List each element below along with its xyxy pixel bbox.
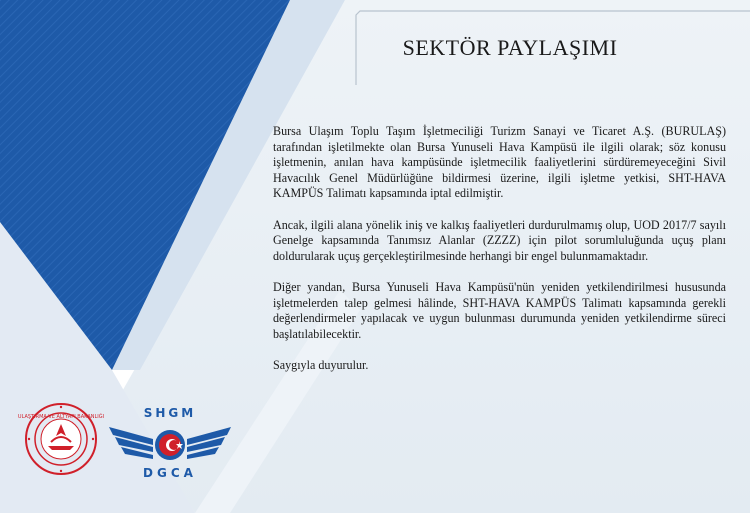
page-title: SEKTÖR PAYLAŞIMI — [402, 35, 618, 60]
paragraph-1: Bursa Ulaşım Toplu Taşım İşletmeciliği Turizm Sanayi ve Ticaret A.Ş. (BURULAŞ) tarafından işletilmekte olan Bursa Yunuseli Hava Kampüsü ile ilgili olarak; söz konusu işletmenin, anılan hava kampüsünde işletmecilik faaliyetlerini sürdüremeyeceğini Sivil Havacılık Genel Müdürlüğüne bildirmesi üzerine, ilgili işletme yetkisi, SHT-HAVA KAMPÜS Talimatı kapsamında iptal edilmiştir. — [273, 124, 726, 201]
ministry-seal-icon — [17, 402, 105, 476]
paragraph-3: Diğer yandan, Bursa Yunuseli Hava Kampüsü'nün yeniden yetkilendirilmesi hususunda işletmelerden talep gelmesi hâlinde, SHT-HAVA KAMPÜS Talimatı kapsamında gerekli değerlendirmeler yapılacak ve uygun bulunması durumunda yeniden yetkilendirme süreci başlatılabilecektir. — [273, 279, 726, 341]
closing-line: Saygıyla duyurulur. — [273, 357, 369, 372]
paragraph-2: Ancak, ilgili alana yönelik iniş ve kalkış faaliyetleri durdurulmamış olup, UOD 2017/7 sayılı Genelge kapsamında Tanımsız Alanlar (ZZZZ) için pilot sorumluluğunda uçuş planı doldurularak uçuş gerçekleştirilmesinde herhangi bir engel bulunmamaktadır. — [273, 217, 726, 263]
announcement-body — [273, 124, 726, 389]
shgm-wings-logo-icon — [107, 405, 233, 483]
svg-text:SHGM: SHGM — [143, 406, 197, 420]
svg-text:ULAŞTIRMA VE ALTYAPI BAKANLIĞI: ULAŞTIRMA VE ALTYAPI BAKANLIĞI — [17, 414, 105, 420]
svg-text:DGCA: DGCA — [143, 466, 197, 480]
